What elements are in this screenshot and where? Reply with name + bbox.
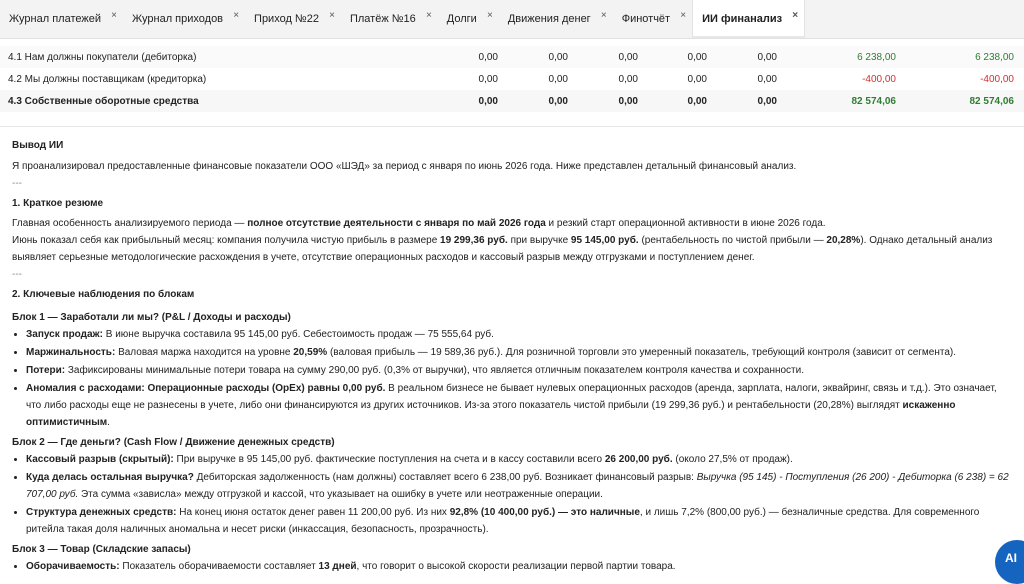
table-row [0, 90, 1024, 112]
text: Показатель оборачиваемости составляет [119, 561, 319, 572]
text: Эта сумма «зависла» между отгрузкой и кассой, что указывает на ошибку в учете или неотраженные операции. [78, 489, 603, 500]
block-title: Блок 3 — Товар (Складские запасы) [12, 544, 191, 555]
tab-payments-journal[interactable] [0, 0, 123, 38]
tab-label: Журнал платежей [9, 13, 101, 25]
tab-receipts-journal[interactable] [123, 0, 245, 38]
cell-value: 6 238,00 [857, 51, 896, 63]
text-italic: Выручка (95 145) - Поступления (26 200) - Дебиторка (6 238) = 62 707,00 руб. [26, 472, 1009, 500]
separator: --- [12, 269, 22, 280]
text: ). Однако детальный анализ выявляет серьезные методологические расхождения в учете, отсутствие операционных расходов и кассовый разрыв между отгрузками и поступлением денег. [12, 235, 993, 263]
ai-button-label: AI [1005, 551, 1017, 565]
analysis-content [12, 137, 1012, 576]
list-item [26, 344, 1012, 361]
section-title: 2. Ключевые наблюдения по блокам [12, 289, 195, 300]
text: , что говорит о высокой скорости реализации первой партии товара. [356, 561, 676, 572]
section-title: 1. Краткое резюме [12, 198, 104, 209]
cell-value: 0,00 [618, 95, 638, 107]
tab-bar [0, 0, 1024, 39]
cell-value: -400,00 [980, 73, 1014, 85]
financial-table [0, 38, 1024, 114]
cell-value: -400,00 [862, 73, 896, 85]
tab-label: Долги [446, 13, 477, 25]
cell-value: 0,00 [548, 95, 568, 107]
text: В реальном бизнесе не бывает нулевых операционных расходов (аренда, зарплата, налоги, эквайринг, связь и т.д.). Это означает, что либо расходы еще не разнесены в учете, либо они финансируются из других источников. Из-за этого показатель чистой прибыли (19 299,36 руб.) и рентабельности (20,28%) выглядят [26, 383, 997, 411]
tab-payment-16[interactable] [341, 0, 438, 38]
list-item [26, 469, 1012, 503]
tab-label: Движения денег [507, 13, 591, 25]
close-icon[interactable]: × [600, 10, 607, 21]
text-bold: Запуск продаж: [26, 329, 103, 340]
text: Главная особенность анализируемого периода — [12, 218, 248, 229]
text-bold: 26 200,00 руб. [604, 454, 673, 465]
tab-label: Финотчёт [621, 13, 671, 25]
row-label: 4.1 Нам должны покупатели (дебиторка) [8, 51, 197, 63]
close-icon[interactable]: × [233, 10, 240, 21]
close-icon[interactable]: × [111, 10, 117, 21]
text-bold: Маржинальность: [26, 347, 116, 358]
cell-value: 0,00 [548, 51, 568, 63]
text: В июне выручка составила 95 145,00 руб. Себестоимость продаж — 75 555,64 руб. [102, 329, 494, 340]
tab-receipt-22[interactable] [245, 0, 341, 38]
text-bold: 92,8% (10 400,00 руб.) — это наличные [449, 507, 640, 518]
cell-value: 0,00 [687, 73, 707, 85]
block-title: Блок 1 — Заработали ли мы? (P&L / Доходы и расходы) [12, 312, 291, 323]
cell-value: 82 574,06 [969, 95, 1014, 107]
cell-value: 0,00 [618, 51, 638, 63]
text: и резкий старт операционной активности в июне 2026 года. [545, 218, 826, 229]
cell-value: 6 238,00 [975, 51, 1014, 63]
cell-value: 0,00 [478, 73, 498, 85]
tab-label: ИИ финанализ [702, 13, 783, 25]
text-bold: 19 299,36 руб. [440, 235, 508, 246]
cell-value: 0,00 [478, 51, 498, 63]
text: Валовая маржа находится на уровне [115, 347, 294, 358]
tab-fin-report[interactable] [613, 0, 692, 38]
list-item [26, 380, 1012, 431]
list-item [26, 362, 1012, 379]
block-list [12, 558, 1012, 575]
list-item [26, 558, 1012, 575]
list-item [26, 326, 1012, 343]
text: , и лишь 7,2% (800,00 руб.) — безналичные средства. Для современного ритейла такая доля наличных аномальна и несет риски (инкассация, безопасность, прозрачность). [26, 507, 980, 535]
text-bold: 20,59% [293, 347, 328, 358]
close-icon[interactable]: × [680, 10, 687, 21]
cell-value: 0,00 [478, 95, 498, 107]
paragraph [12, 215, 1012, 232]
text: (валовая прибыль — 19 589,36 руб.). Для розничной торговли это умеренный показатель, требующий контроля (зависит от сегмента). [327, 347, 956, 358]
text-bold: 20,28% [826, 235, 861, 246]
paragraph [12, 232, 1012, 266]
row-label: 4.3 Собственные оборотные средства [8, 95, 199, 107]
ai-analysis-panel [0, 126, 1024, 576]
text-bold: Куда делась остальная выручка? [26, 472, 194, 483]
cell-value: 0,00 [687, 95, 707, 107]
block-list [12, 451, 1012, 538]
close-icon[interactable]: × [329, 10, 335, 21]
cell-value: 82 574,06 [851, 95, 896, 107]
text: При выручке в 95 145,00 руб. фактические поступления на счета и в кассу составили всего [173, 454, 605, 465]
table-row [0, 68, 1024, 90]
cell-value: 0,00 [548, 73, 568, 85]
text-bold: Аномалия с расходами: Операционные расходы (OpEx) равны 0,00 руб. [26, 383, 386, 394]
tab-debts[interactable] [438, 0, 499, 38]
tab-label: Платёж №16 [349, 13, 416, 25]
text-bold: полное отсутствие деятельности с января по май 2026 года [247, 218, 546, 229]
cell-value: 0,00 [618, 73, 638, 85]
text-bold: 13 дней [318, 561, 357, 572]
cell-value: 0,00 [687, 51, 707, 63]
text-bold: Структура денежных средств: [26, 507, 177, 518]
intro-text: Я проанализировал предоставленные финансовые показатели ООО «ШЭД» за период с января по июнь 2026 года. Ниже представлен детальный финансовый анализ. [12, 161, 797, 172]
tab-ai-analysis[interactable] [692, 0, 805, 38]
close-icon[interactable]: × [486, 10, 493, 21]
text: (около 27,5% от продаж). [672, 454, 793, 465]
list-item [26, 451, 1012, 468]
text: На конец июня остаток денег равен 11 200,00 руб. Из них [176, 507, 450, 518]
text: Дебиторская задолженность (нам должны) составляет всего 6 238,00 руб. Возникает финансовый разрыв: [193, 472, 697, 483]
list-item [26, 504, 1012, 538]
block-list [12, 326, 1012, 431]
text-bold: Оборачиваемость: [26, 561, 120, 572]
close-icon[interactable]: × [792, 10, 799, 21]
cell-value: 0,00 [757, 73, 777, 85]
text: при выручке [507, 235, 571, 246]
text: (рентабельность по чистой прибыли — [638, 235, 827, 246]
text: Июнь показал себя как прибыльный месяц: компания получила чистую прибыль в размере [12, 235, 441, 246]
close-icon[interactable]: × [425, 10, 432, 21]
block-title: Блок 2 — Где деньги? (Cash Flow / Движение денежных средств) [12, 437, 335, 448]
tab-label: Журнал приходов [131, 13, 224, 25]
row-label: 4.2 Мы должны поставщикам (кредиторка) [8, 73, 207, 85]
analysis-title: Вывод ИИ [12, 140, 64, 151]
text: . [107, 417, 110, 428]
tab-cash-movements[interactable] [499, 0, 613, 38]
tab-label: Приход №22 [254, 13, 319, 25]
text-bold: Потери: [26, 365, 66, 376]
separator: --- [12, 178, 22, 189]
text-bold: 95 145,00 руб. [570, 235, 639, 246]
table-row [0, 46, 1024, 68]
text-bold: Кассовый разрыв (скрытый): [26, 454, 174, 465]
cell-value: 0,00 [757, 95, 777, 107]
text: Зафиксированы минимальные потери товара на сумму 290,00 руб. (0,3% от выручки), что является отличным показателем контроля качества и сохранности. [65, 365, 805, 376]
cell-value: 0,00 [757, 51, 777, 63]
text-bold: искаженно оптимистичным [26, 400, 956, 428]
